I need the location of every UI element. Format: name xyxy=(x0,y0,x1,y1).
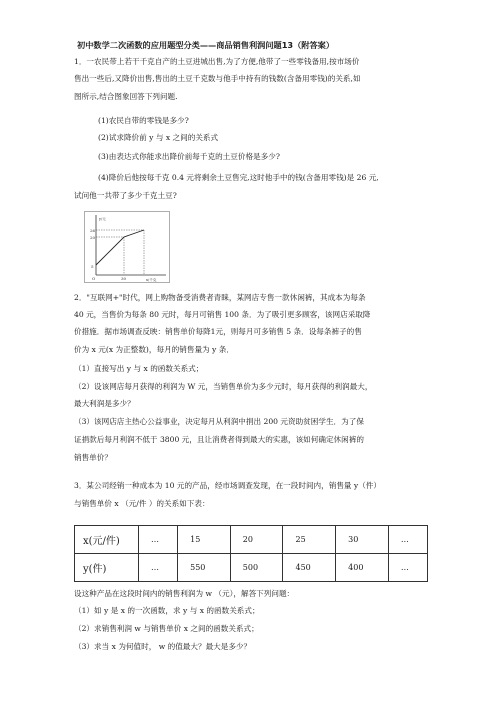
table-cell: 20 xyxy=(230,526,283,554)
origin-label: O xyxy=(92,276,96,281)
q1-sub-2: (2)试求降价前 y 与 x 之间的关系式 xyxy=(98,133,219,142)
q2-line-4: 价为 x 元(x 为正整数)，每月的销售量为 y 条． xyxy=(74,345,234,354)
q1-line-2: 售出一些后,又降价出售,售出的土豆千克数与他手中持有的钱数(含备用零钱)的关系,如 xyxy=(74,74,361,83)
q2-sub-2-cont: 最大利润是多少？ xyxy=(74,399,135,408)
table-cell: … xyxy=(139,526,178,554)
table-cell: … xyxy=(388,526,427,554)
table-cell: 30 xyxy=(336,526,389,554)
y-tick-26: 26 xyxy=(90,228,96,233)
q1-graph xyxy=(84,211,170,283)
table-cell: 550 xyxy=(178,554,231,582)
table-cell: 15 xyxy=(178,526,231,554)
table-cell: 500 xyxy=(230,554,283,582)
y-tick-20: 20 xyxy=(90,235,96,240)
q1-line-1: 1．一农民带上若干千克自产的土豆进城出售,为了方便,他带了一些零钱备用,按市场价 xyxy=(74,57,360,66)
q1-sub-4: (4)降价后他按每千克 0.4 元将剩余土豆售完,这时他手中的钱(含备用零钱)是 26 元, xyxy=(98,173,379,182)
table-cell: … xyxy=(388,554,427,582)
table-cell: 25 xyxy=(283,526,336,554)
header-x: x(元/件) xyxy=(75,526,139,554)
document-title: 初中数学二次函数的应用题型分类——商品销售利润问题13（附答案） xyxy=(77,40,335,50)
q2-sub-3-end: 销售单价？ xyxy=(74,453,112,462)
q1-sub-1: (1)农民自带的零钱是多少? xyxy=(98,116,189,125)
q3-line-2: 与销售单价 x （元/件 ）的关系如下表： xyxy=(74,499,210,508)
table-row-x xyxy=(75,526,428,554)
x-axis-label: x/千克 xyxy=(146,278,157,282)
q1-line-3: 图所示,结合图象回答下列问题. xyxy=(74,92,178,101)
q2-sub-3: （3）该网店店主热心公益事业，决定每月从利润中捐出 200 元资助贫困学生．为了保 xyxy=(74,417,364,426)
header-y: y(件) xyxy=(75,554,139,582)
q2-sub-3-cont: 证捐款后每月利润不低于 3800 元，且让消费者得到最大的实惠，该如何确定休闲裤的 xyxy=(74,435,364,444)
q3-sub-3: （3）求当 x 为何值时， w 的值最大？最大是多少？ xyxy=(74,642,252,651)
q2-line-3: 价措施．据市场调查反映：销售单价每降1元，则每月可多销售 5 条．设每条裤子的售 xyxy=(74,327,362,336)
table-cell: … xyxy=(139,554,178,582)
x-tick-30: 30 xyxy=(121,276,127,281)
q2-sub-2: （2）设该网店每月获得的利润为 W 元，当销售单价为多少元时，每月获得的利润最大， xyxy=(74,382,373,391)
y-tick-5: 5 xyxy=(91,264,94,269)
q1-sub-3: (3)由表达式你能求出降价前每千克的土豆价格是多少? xyxy=(98,152,280,161)
price-volume-table xyxy=(74,525,428,582)
table-cell: 400 xyxy=(336,554,389,582)
q2-line-2: 40 元，当售价为每条 80 元时，每月可销售 100 条．为了吸引更多顾客，该网店采取降 xyxy=(74,310,371,319)
q1-last-line: 试问他一共带了多少千克土豆? xyxy=(74,191,177,200)
q2-line-1: 2．"互联网+"时代，网上购物备受消费者青睐，某网店专售一款休闲裤，其成本为每条 xyxy=(74,293,366,302)
q3-line-1: 3．某公司经销一种成本为 10 元的产品，经市场调查发现，在一段时间内，销售量 y（件） xyxy=(74,481,381,490)
q2-sub-1: （1）直接写出 y 与 x 的函数关系式； xyxy=(74,364,204,373)
q3-sub-2: （2）求销售利润 w 与销售单价 x 之间的函数关系式； xyxy=(74,624,259,633)
graph-border xyxy=(85,212,170,283)
q3-after-table: 设这种产品在这段时间内的销售利润为 w （元），解答下列问题： xyxy=(74,589,295,598)
q3-sub-1: （1）如 y 是 x 的一次函数，求 y 与 x 的函数关系式； xyxy=(74,606,260,615)
table-cell: 450 xyxy=(283,554,336,582)
y-axis-label: y/元 xyxy=(99,217,106,221)
table-row-y xyxy=(75,554,428,582)
